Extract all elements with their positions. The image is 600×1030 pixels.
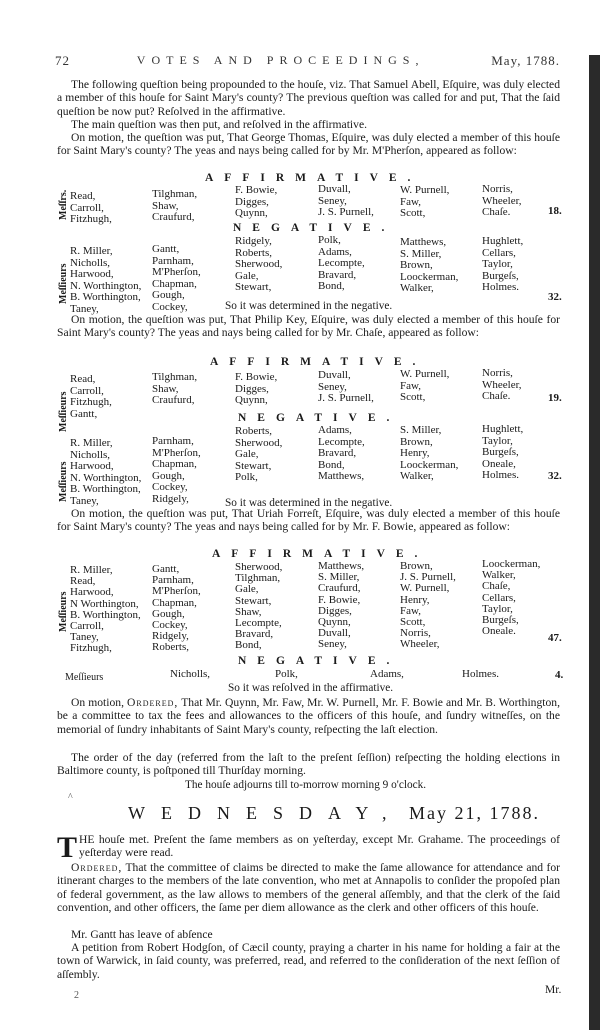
affirmative-column [70,565,141,655]
member-name: Cockey, [152,481,188,494]
member-name: Shaw, [152,382,179,395]
member-name: Gough, [152,289,185,302]
paragraph-abell: The following queſtion being propounded to the houſe, viz. That Samuel Abell, Eſquire, was duly elected a member of this houſe for Saint Mary's county? The previous queſtion was called for and put, That the ſaid queſtion be now put? Reſolved in the affirmative. [57,78,560,118]
member-name: Henry, [400,447,430,460]
member-name: Harwood, [70,460,114,473]
member-name: Nicholls, [70,448,111,461]
member-name: Roberts, [235,425,272,437]
member-name: Chapman, [152,277,197,290]
order-text: That Mr. Quynn, Mr. Faw, Mr. W. Purnell, Mr. F. Bowie and Mr. B. Worthington, be a committee to tax the fees and allowances to the officers of this houſe, and ſundry witneſſes, on the memorial of ſundry inhabitants of Saint Mary's county, reſpecting the laſt election. [57,696,560,736]
member-name: Norris, [400,627,431,640]
paragraph-gantt-leave: Mr. Gantt has leave of abſence [71,928,213,941]
member-name: Henry, [400,593,430,606]
member-name: M'Pherſon, [152,585,201,598]
affirmative-heading: AFFIRMATIVE. [205,172,422,184]
negative-column [482,236,523,294]
member-name: Digges, [235,382,269,395]
member-name: Chaſe, [482,580,511,593]
member-name: Gale, [235,448,259,461]
member-name: Walker, [400,282,434,295]
members-label: Meſſieurs [58,391,69,432]
member-name: Digges, [235,195,269,208]
member-name: Stewart, [235,281,272,294]
ordered-label: Ordered, [127,696,179,709]
member-name: Polk, [275,668,298,680]
member-name: Sherwood, [235,561,283,573]
negative-total: 32. [548,291,562,303]
paragraph-house-met [57,831,560,864]
vote-result: So it was reſolved in the affirmative. [228,682,394,694]
member-name: Lecompte, [235,617,282,630]
affirmative-heading: AFFIRMATIVE. [212,548,429,560]
member-name: W. Purnell, [400,184,450,196]
member-name: Polk, [235,471,258,484]
affirmative-total: 18. [548,205,562,217]
member-name: N. Worthington, [70,279,142,292]
member-name: Brown, [400,560,433,572]
member-name: Lecompte, [318,257,365,270]
affirmative-column [235,372,277,407]
members-label: Meſſrs. [58,189,69,220]
member-name: B. Worthington, [70,608,141,621]
negative-column [235,426,282,484]
member-name: M'Pherſon, [152,446,201,459]
negative-column [318,235,365,293]
member-name: Carroll, [70,201,104,214]
member-name: Craufurd, [152,211,195,224]
paragraph-hodgson-petition: A petition from Robert Hodgſon, of Cæcil county, praying a charter in his name for holding a fair at the town of Warwick, in ſaid county, was preferred, read, and referred to the conſideration of the next ſeſſion of aſſembly. [57,941,560,981]
member-name: Gough, [152,469,185,482]
negative-total: 4. [555,669,564,681]
member-name: Sherwood, [235,258,283,271]
member-name: Ridgely, [152,630,189,643]
scan-border [589,55,600,1030]
affirmative-column [152,189,197,224]
member-name: F. Bowie, [235,184,278,196]
member-name: J. S. Purnell, [400,571,456,584]
member-name: Taney, [70,631,99,644]
paragraph-key-motion: On motion, the queſtion was put, That Philip Key, Eſquire, was duly elected a member of this houſe for Saint Mary's county? The yeas and nays being called for by Mr. Chaſe, appeared as follow: [57,313,560,340]
member-name: Chapman, [152,596,197,609]
member-name: Gale, [235,583,259,596]
member-name: Norris, [482,183,513,195]
member-name: Faw, [400,195,421,208]
member-name: Burgeſs, [482,614,519,627]
paragraph-forrest-motion: On motion, the queſtion was put, That Uriah Forreſt, Eſquire, was duly elected a member of this houſe for Saint Mary's county? The yeas and nays being called for by Mr. F. Bowie, appeared as follow: [57,507,560,534]
member-name: Seney, [318,194,347,207]
member-name: Wheeler, [482,378,522,391]
negative-total: 32. [548,470,562,482]
member-name: Craufurd, [152,394,195,407]
member-name: Scott, [400,207,426,220]
paragraph-order-of-day: The order of the day (referred from the laſt to the preſent ſeſſion) reſpecting the holding elections in Baltimore county, is poſtponed till Thurſday morning. [57,751,560,778]
header-date: May, 1788. [491,53,560,68]
negative-column [400,237,458,295]
member-name: Bravard, [318,447,357,460]
member-name: Read, [70,373,96,385]
affirmative-column [235,562,282,652]
member-name: Matthews, [318,470,365,483]
member-name: Brown, [400,435,433,448]
affirmative-column [482,368,522,403]
day-name: WEDNESDAY, [128,803,403,823]
running-header [55,53,560,69]
member-name: Oneale, [482,457,516,470]
member-name: N Worthington, [70,597,139,610]
member-name: Sherwood, [235,436,283,449]
member-name: Taylor, [482,434,513,447]
member-name: Stewart, [235,594,272,607]
member-name: Scott, [400,391,426,404]
member-name: Wheeler, [482,194,522,207]
catchword: Mr. [545,983,562,996]
member-name: Tilghman, [152,371,198,383]
member-name: Loockerman, [400,270,459,283]
affirmative-column [400,369,449,404]
member-name: R. Miller, [70,245,113,257]
member-name: Bond, [318,280,345,293]
affirmative-column [482,559,540,637]
member-name: J. S. Purnell, [318,206,374,219]
member-name: S. Miller, [318,571,360,584]
member-name: Faw, [400,604,421,617]
member-name: Fitzhugh, [70,642,112,655]
member-name: Taney, [70,494,99,507]
member-name: Wheeler, [400,638,440,651]
negative-column [70,246,141,316]
member-name: R. Miller, [70,564,113,576]
member-name: Taney, [70,302,99,315]
member-name: Norris, [482,367,513,379]
member-name: B. Worthington, [70,291,141,304]
member-name: Burgeſs, [482,446,519,459]
negative-column [235,236,282,294]
member-name: Chapman, [152,458,197,471]
member-name: Walker, [482,569,516,582]
day-heading [128,803,540,824]
member-name: Cockey, [152,619,188,632]
member-name: Carroll, [70,620,104,633]
member-name: Bravard, [318,268,357,281]
member-name: Parnham, [152,435,194,447]
member-name: Holmes. [482,281,519,294]
member-name: Ridgely, [152,492,189,505]
negative-column [318,425,365,483]
members-label: Meſſieurs [58,461,69,502]
member-name: B. Worthington, [70,483,141,496]
affirmative-column [400,185,449,220]
member-name: Chaſe. [482,390,511,403]
header-title: VOTES AND PROCEEDINGS, [136,53,425,67]
affirmative-column [152,564,201,654]
member-name: Gough, [152,607,185,620]
member-name: Roberts, [152,641,189,654]
claims-text: That the committee of claims be directed to make the ſame allowance for attendance and for itinerant charges to the members of the late convention, who met at Annapolis to conſider the propoſed plan of federal government, as the law allows to members of the general aſſembly, and that the clerk of the ſaid convention, and other officers, the ſame per diem allowance as the clerk and other officers of this houſe. [57,861,560,915]
member-name: Loockerman, [400,458,459,471]
affirmative-column [70,191,112,226]
member-name: Read, [70,190,96,202]
member-name: Cellars, [482,246,516,259]
member-name: Cockey, [152,300,188,313]
member-name: S. Miller, [400,247,442,260]
member-name: Adams, [318,245,352,258]
member-name: F. Bowie, [318,593,361,606]
adjourn-line: The houſe adjourns till to-morrow morning 9 o'clock. [185,779,427,791]
member-name: Duvall, [318,369,351,381]
member-name: Stewart, [235,459,272,472]
member-name: W. Purnell, [400,582,450,595]
member-name: Tilghman, [152,188,198,200]
member-name: Nicholls, [170,668,211,680]
member-name: Oneale. [482,625,516,638]
member-name: Shaw, [152,199,179,212]
member-name: Duvall, [318,183,351,195]
member-name: Hughlett, [482,423,524,435]
member-name: Harwood, [70,586,114,599]
member-name: Harwood, [70,268,114,281]
signature-mark: 2 [74,990,79,1001]
member-name: Adams, [318,424,352,436]
motion-prefix: On motion, [71,696,124,709]
negative-column [482,424,523,482]
member-name: W. Purnell, [400,368,450,380]
member-name: Gantt, [152,243,180,255]
member-name: Holmes. [482,469,519,482]
member-name: Bond, [235,639,262,652]
member-name: Seney, [318,380,347,393]
member-name: Walker, [400,470,434,483]
affirmative-column [70,374,112,420]
affirmative-total: 47. [548,632,562,644]
affirmative-total: 19. [548,392,562,404]
member-name: Carroll, [70,384,104,397]
paragraph-main-question: The main queſtion was then put, and reſolved in the affirmative. [71,118,367,131]
caret-mark: ^ [68,792,73,803]
affirmative-column [235,185,277,220]
member-name: Parnham, [152,574,194,587]
vote-result: So it was determined in the negative. [225,497,393,509]
members-label: Meſſieurs [58,263,69,304]
member-name: Gantt, [152,563,180,575]
negative-column [70,438,141,508]
member-name: R. Miller, [70,437,113,449]
affirmative-heading: AFFIRMATIVE. [210,356,427,368]
member-name: Bond, [318,458,345,471]
member-name: Gantt, [70,407,98,420]
drop-cap: T [57,831,78,864]
negative-column [400,425,458,483]
member-name: Gale, [235,269,259,282]
members-label: Meſſieurs [65,672,104,683]
ordered-label: Ordered, [71,861,123,874]
paragraph-claims-order [57,861,560,915]
member-name: Tilghman, [235,572,281,585]
member-name: Loockerman, [482,558,541,570]
member-name: Polk, [318,234,341,246]
member-name: Holmes. [462,668,499,680]
member-name: Faw, [400,379,421,392]
negative-heading: NEGATIVE. [238,412,401,424]
member-name: Quynn, [235,394,268,407]
member-name: Hughlett, [482,235,524,247]
member-name: Quynn, [318,616,351,629]
member-name: Adams, [370,668,404,680]
negative-heading: NEGATIVE. [233,222,396,234]
affirmative-column [400,561,456,651]
page-number: 72 [55,53,70,68]
paragraph-committee-order [57,696,560,736]
member-name: Duvall, [318,627,351,640]
day-date: May 21, 1788. [409,803,541,823]
member-name: Matthews, [400,236,447,248]
member-name: Craufurd, [318,582,361,595]
member-name: Ridgely, [235,235,272,247]
member-name: Chaſe. [482,206,511,219]
member-name: Bravard, [235,628,274,641]
negative-column [152,436,201,506]
vote-result: So it was determined in the negative. [225,300,393,312]
member-name: Lecompte, [318,435,365,448]
member-name: Nicholls, [70,256,111,269]
affirmative-column [318,561,364,651]
member-name: Shaw, [235,605,262,618]
member-name: J. S. Purnell, [318,392,374,405]
member-name: Roberts, [235,246,272,259]
member-name: Cellars, [482,591,516,604]
member-name: Taylor, [482,602,513,615]
affirmative-column [318,370,374,405]
member-name: N. Worthington, [70,471,142,484]
negative-column [152,244,201,314]
member-name: Parnham, [152,254,194,267]
members-label: Meſſieurs [58,591,69,632]
member-name: Read, [70,575,96,588]
member-name: S. Miller, [400,424,442,436]
affirmative-column [318,184,374,219]
member-name: Fitzhugh, [70,213,112,226]
member-name: Quynn, [235,207,268,220]
house-met-text: HE houſe met. Preſent the ſame members as on yeſterday, except Mr. Grahame. The proceedings of yeſterday were read. [79,833,560,860]
member-name: Seney, [318,638,347,651]
member-name: Burgeſs, [482,269,519,282]
member-name: M'Pherſon, [152,266,201,279]
member-name: Taylor, [482,258,513,271]
member-name: Digges, [318,604,352,617]
member-name: Scott, [400,616,426,629]
negative-heading: NEGATIVE. [238,655,401,667]
member-name: F. Bowie, [235,371,278,383]
member-name: Fitzhugh, [70,396,112,409]
member-name: Brown, [400,259,433,272]
affirmative-column [152,372,197,407]
affirmative-column [482,184,522,219]
paragraph-thomas-motion: On motion, the queſtion was put, That George Thomas, Eſquire, was duly elected a member of this houſe for Saint Mary's county? The yeas and nays being called for by Mr. M'Pherſon, appeared as follow: [57,131,560,158]
member-name: Matthews, [318,560,365,572]
